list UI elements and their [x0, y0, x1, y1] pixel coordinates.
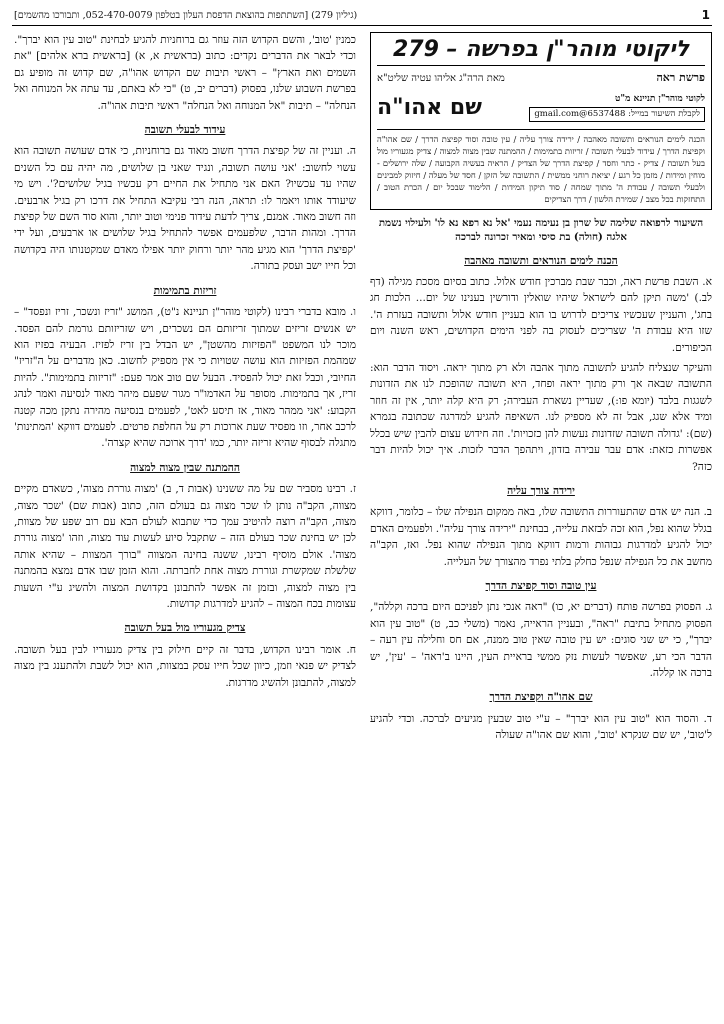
top-info: (גיליון 279) [השתתפות בהוצאת הדפסת העלון בטלפון 052-470-0079, ותבורכו מהשמים] — [14, 9, 358, 21]
parsha-name: פרשת ראה — [656, 71, 705, 85]
title-row — [377, 91, 705, 125]
parsha-row — [377, 65, 705, 87]
main-title: שם אהו"ה — [377, 94, 482, 120]
paragraph: ד. והסוד הוא "טוב עין הוא יברך" – ע"י טוב שבעין מגיעים לברכה. וכדי להגיע ל'טוב', יש שם שנקרא 'טוב', והוא שם אהו"ה שעולה — [370, 712, 712, 742]
paragraph: והעיקר שנצליח להגיע לתשובה מתוך אהבה ולא רק מתוך יראה. ויסוד הדבר הוא: התשובה שבאה אך ורק מתוך יראה ופחד, היא תשובה שהופכת לנו את הזדונות לשגגות בלבד (יומא פו:), שעדיין נשארת העבירה; רק היא קלה יותר, אין זה חוזר ומיד אלא שגג, אבל זה לא מספיק לנו. השאיפה להגיע למדרגה שכתובה בגמרא (שם): 'גדולה תשובה שזדונות נעשות להן כזכויות'. וזה חידוש עצום להבין שיש בכלל אפשרות כזאת: אדם עבר עבירה בזדון, ויתהפך הדבר לזכות. איך יכול להיות דבר כזה? — [370, 362, 712, 473]
columns — [12, 32, 712, 748]
dedication: השיעור לרפואה שלימה של שרון בן נעימה נעמי 'אל נא רפא נא לו' ולעילוי נשמת אלגה (חולה) בת סיסי ומאיר זכרונה לברכה — [378, 217, 704, 244]
section-heading: עין טובה וסוד קפיצת הדרך — [485, 579, 597, 592]
section-heading: הכנה לימים הנוראים ותשובה מאהבה — [464, 254, 618, 267]
paragraph: ז. רבינו מסביר שם על מה ששנינו (אבות ד, ב) 'מצוה גוררת מצוה', כשאדם מקיים מצווה, הקב"ה נותן לו שכר מצוה גם בעולם הזה, כתוב (אבות שם) 'שכר מצוה, מצוה, הקב"ה רוצה להיטיב עמך כדי שתבוא לעולם הבא עם רוב שפע של מצוות, לכן יש בחינת שכר בעולם הזה – שתקבל סיוע לעשות עוד מצוה, וזהו 'מצוה גוררת מצוה'. אולם מוסיף רבינו, ששנה בחינה המצווה "בורך המצוות – שהיא אותה שלשלת שמקשרת וגוררת מצוה אחת לחברתה. והוא הזמן שבו אדם נמצא בהמתנה בין מצוה למצוה, ובזמן זה אפשר להתבונן בקדושת המצוה ולהשיג ע"י השעות עצומות בכח המצוה – להגיע למדרגות קדושות. — [14, 483, 356, 610]
section-heading: שם אהו"ה וקפיצת הדרך — [489, 691, 593, 704]
email-box: לקבלת השיעור במייל: 6537488@gmail.com — [529, 107, 705, 122]
paragraph: ח. אומר רבינו הקדוש, בדבר זה קיים חילוק בין צדיק מנעוריו לבין בעל תשובה. לצדיק יש פנאי וזמן, כיוון שכל חייו עסק במצוות, הוא יכול לשבת ולהתענג בין מצוה למצוה, להתבונן ולהשיג מדרגות. — [14, 643, 356, 689]
paragraph: ב. הנה יש אדם שהתעוררות התשובה שלו, באה ממקום הנפילה שלו – כלומר, דווקא בגלל שהוא נפל, הוא זכה לבזאת עלייה, בבחינת "ירידה צורך עליה". ולפעמים האדם יכול להגיע למדרגות גבוהות ורמות דווקא מתוך הנפילה שהוא נפל. ואז, הקב"ה מחשב את כל הנפילה שנפל כחלק בלתי נפרד מהצורך של העלייה. — [370, 506, 712, 568]
logo: ליקוטי מוהר"ן בפרשה – 279 — [392, 37, 690, 62]
top-bar — [12, 8, 712, 26]
author: מאת הרה"ג אליהו עטיה שליט"א — [377, 73, 505, 85]
section-heading: צדיק מגעוריו מול בעל תשובה — [124, 622, 246, 635]
paragraph: כמנין 'טוב', והשם הקדוש הזה עוזר גם ברוחניות להגיע לבחינת "טוב עין הוא יברך". וכדי לבאר את הדברים נקדים: כתוב (בראשית א, א) [בראשית ברא אלהים] "את השמים ואת הארץ" – ראשי תיבות שם הקדוש אהו"ה, שם קדוש זה מופיע גם בפרשת השבוע שלנו, בפסוק (דברים יב, ט) "כי לא באתם, עד עתה אל המנוחה ואל הנחלה" – תיבות "אל המנוחה ואל הנחלה" ראשי תיבות אהו"ה. — [14, 34, 356, 112]
section-heading: זריזות בתמימות — [153, 284, 217, 297]
paragraph: ג. הפסוק בפרשה פותח (דברים יא, כו) "ראה אנכי נתן לפניכם היום ברכה וקללה", הפסוק מתחיל בתיבת "ראה", ובעניין הראייה, נאמר (משלי כב, ט) "טוב עין הוא יברך", כי יש שני סוגים: יש עין טובה שאין טוב ממנה, אם חס וחלילה עין רעה – הדבר הכי רע, שאפשר לעשות נזק ממשי בראיית העין, היינו ב'ראה' – 'עין', יש ברכה או קללה. — [370, 601, 712, 679]
section-heading: עידוד לבעלי תשובה — [144, 124, 226, 137]
paragraph: ה. ועניין זה של קפיצת הדרך חשוב מאוד גם ברוחניות, כי אדם שעושה תשובה הוא עשוי לחשוב: 'אני עושה תשובה, ונגיד שאני בן שלושים, מה יהיה עם כל השנים שהיו עד עכשיו? האם אני מתחיל את החיים רק עכשיו בגיל שלושים?'. ויש מי שיעודד אותו ויאמר לו: תראה, הנה רבי עקיבא התחיל את דרכו רק בגיל ארבעים. וזה חשוב מאוד. אמנם, צריך לדעת עידוד פנימי וטוב יותר, והוא סוד השם של קפיצת הדרך. ומהות הדבר, שלפעמים אפשר להתחיל בגיל שלושים או ארבעים, ועל ידי 'קפיצת הדרך' הוא מגיע מהר יותר ורחוק יותר אפילו מאדם שמקטנותו היה בקדושה וכל חייו ישב ועסק בתורה. — [14, 145, 356, 273]
page-number: 1 — [701, 8, 710, 22]
right-column — [370, 32, 712, 748]
table-of-contents: הכנה לימים הנוראים ותשובה מאהבה / ירידה צורך עליה / עין טובה וסוד קפיצת הדרך / שם אהו"ה וקפיצת הדרך / עידוד לבעלי תשובה / זריזות בתמימות / ההמתנה שבין מצוה למצוה / צדיק מגעוריו מול בעל תשובה / צדיק - כתר וחסד / קפיצת הדרך של הצדיק / הראיה בעשיה הקבועה / שלה ירושלים - מוחין ומידות / מזמן כל רגע / יציאת רוחני ממשית / התשובה של הזקן / חסד של מעלה / חיזוק למבינים ולבעלי תשובה / עבודת ה' מתוך שמחה / סוד תיקון המידות / הלימוד שבכל יום / הכרת הטוב / התחזקות בכל מצב / שמירת הלשון / דרך הצדיקים — [377, 129, 705, 205]
section-heading: ירידה צורך עליה — [507, 484, 575, 497]
masthead — [370, 32, 712, 210]
section-heading: ההמתנה שבין מצוה למצוה — [130, 461, 240, 474]
left-column — [14, 32, 356, 748]
paragraph: א. השבת פרשת ראה, וכבר שבת מברכין חודש אלול. כתוב בסיום מסכת מגילה (דף לב.) 'משה תיקן להם לישראל שיהיו שואלין ודורשין בענינו של יום... הלכות חג בחג', והעניין שעכשיו צריכים לדרוש בו הוא בעניין חודש אלול ותשובה בעזרת ה'. שזו היא עבודת ה' שצריכים לעסוק בה לפני הימים הקדושים, ראש השנה ויום הכיפורים. — [370, 276, 712, 354]
series: לקוטי מוהר"ן תניינא מ"ט — [614, 94, 705, 105]
paragraph: ו. מובא בדברי רבינו (לקוטי מוהר"ן תניינא נ"ט), המושג "זריז ונשכר, זריז ונפסד" – יש אנשים זריזים שמתוך זריזותם הם נשכרים, ויש שזריזותם גורמת להם הפסד. מוכר לנו המשפט "הפזיזות מהשטן", יש הבדל בין זריז לפזיז. הבעיה בפזיז הוא שמהמת הפזיזות הוא עושה שטויות כי אין מספיק לחשוב. כאן מדברים על ה"זריז" החיובי, וכבל זאת יכול להפסיד. הבעל שם טוב אמר פעם: "זריזות בתמימות". להיות זריז, אך בתמימות. מסופר על האדמו"ר מגור שפעם מיהר מאוד לנסיעה ואמר לנהג הקבוע: 'אני ממהר מאוד, אז תיסע לאט', לפעמים בנסיעה מהירה נתקן מכה קטנה לרכב אחר, וזו מפסיד שעת ארוכות רק על החלפת פרטים. לפעמים דווקא 'המתינות' מתגלה לבסוף שהיא זריזה יותר, כמו 'דרך ארוכה שהיא קצרה'. — [14, 306, 356, 450]
